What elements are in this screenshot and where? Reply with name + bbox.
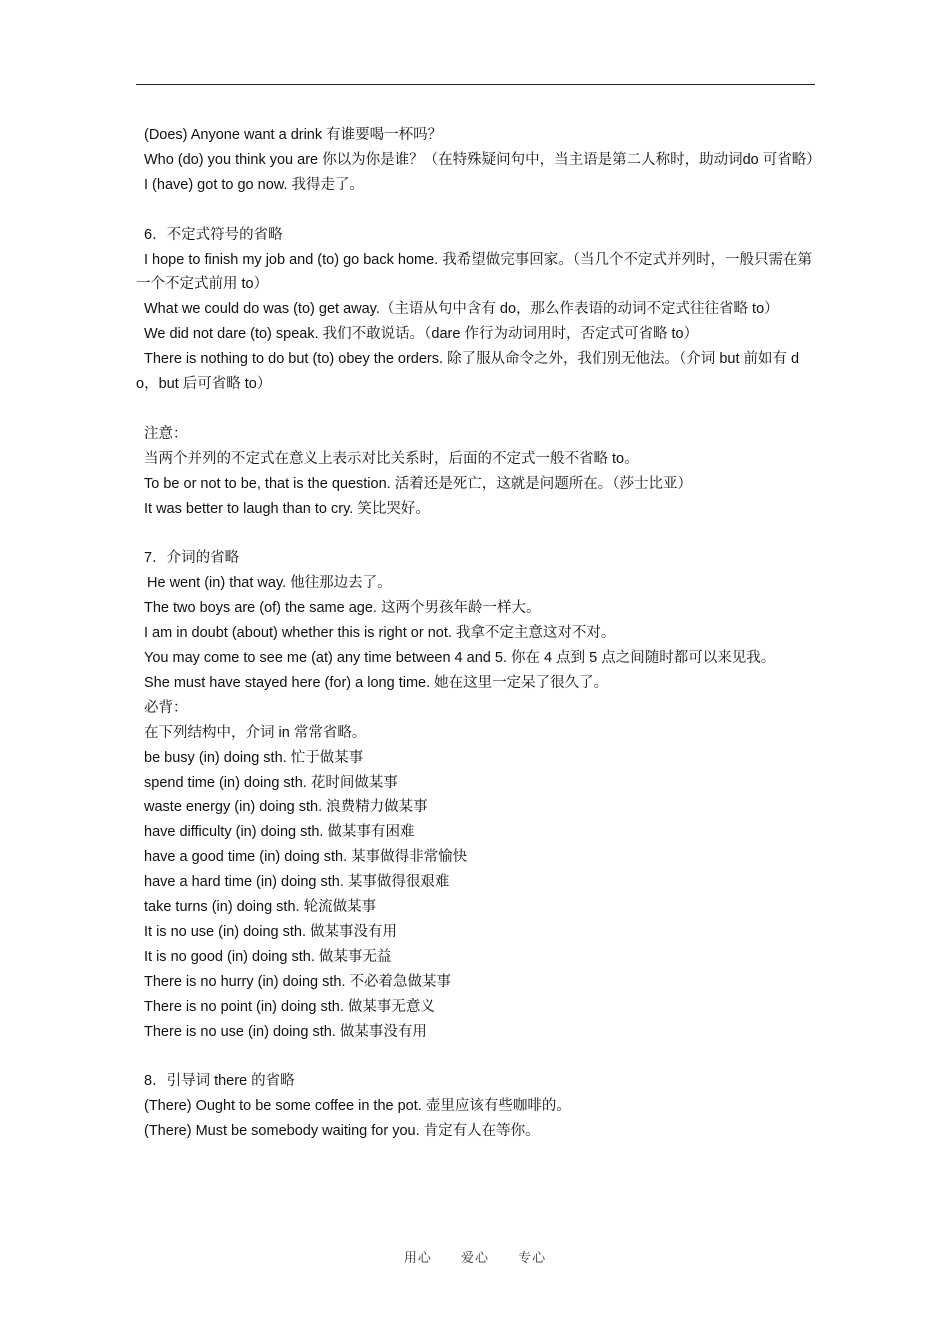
phrase-item: It is no good (in) doing sth. 做某事无益 [144,948,392,965]
phrase-item: There is no hurry (in) doing sth. 不必着急做某事 [144,973,452,990]
phrase-item: There is no point (in) doing sth. 做某事无意义 [144,998,435,1015]
blank-line [136,397,821,422]
header-rule [136,84,815,85]
text-line: He went (in) that way. 他往那边去了。 [147,575,392,592]
must-memorize-label: 必背： [144,699,188,716]
phrase-item: There is no use (in) doing sth. 做某事没有用 [144,1023,427,1040]
text-line: It was better to laugh than to cry. 笑比哭好。 [144,500,430,517]
phrase-item: have difficulty (in) doing sth. 做某事有困难 [144,824,415,841]
phrase-item: be busy (in) doing sth. 忙于做某事 [144,749,364,766]
text-line: I (have) got to go now. 我得走了。 [144,176,365,193]
text-line: We did not dare (to) speak. 我们不敢说话。（dare 作行为动词用时，否定式可省略 to） [144,326,699,343]
text-line: (There) Ought to be some coffee in the pot. 壶里应该有些咖啡的。 [144,1098,571,1115]
text-line: 当两个并列的不定式在意义上表示对比关系时，后面的不定式一般不省略 to。 [144,450,639,467]
text-line: 在下列结构中，介词 in 常常省略。 [144,724,367,741]
text-line: What we could do was (to) get away.（主语从句中含有 do，那么作表语的动词不定式往往省略 to） [144,301,779,318]
text-line: Who (do) you think you are 你以为你是谁？（在特殊疑问句中，当主语是第二人称时，助动词do 可省略） [144,151,821,168]
phrase-item: take turns (in) doing sth. 轮流做某事 [144,899,377,916]
text-line: She must have stayed here (for) a long time. 她在这里一定呆了很久了。 [144,674,609,691]
text-line: I am in doubt (about) whether this is right or not. 我拿不定主意这对不对。 [144,625,616,642]
text-line: (Does) Anyone want a drink 有谁要喝一杯吗？ [144,127,443,143]
blank-line [136,521,821,546]
phrase-item: spend time (in) doing sth. 花时间做某事 [144,774,398,791]
phrase-item: have a good time (in) doing sth. 某事做得非常愉快 [144,849,468,866]
footer-word: 用心 [403,1251,432,1266]
section-heading: 6．不定式符号的省略 [144,226,283,243]
phrase-item: waste energy (in) doing sth. 浪费精力做某事 [144,799,428,816]
section-heading: 7．介词的省略 [144,550,240,567]
text-line: (There) Must be somebody waiting for you. 肯定有人在等你。 [144,1123,540,1140]
note-label: 注意： [144,425,188,442]
footer-word: 爱心 [460,1251,489,1266]
text-line: There is nothing to do but (to) obey the orders. 除了服从命令之外，我们别无他法。（介词 but 前如有 do，but 后可省略 to） [136,351,800,393]
text-line: To be or not to be, that is the question. 活着还是死亡，这就是问题所在。（莎士比亚） [144,475,692,492]
page-footer [0,1247,950,1266]
text-line: The two boys are (of) the same age. 这两个男孩年龄一样大。 [144,600,541,617]
phrase-item: It is no use (in) doing sth. 做某事没有用 [144,923,398,940]
phrase-item: have a hard time (in) doing sth. 某事做得很艰难 [144,874,450,891]
text-line: You may come to see me (at) any time between 4 and 5. 你在 4 点到 5 点之间随时都可以来见我。 [144,649,776,666]
document-body [136,123,821,1144]
footer-word: 专心 [518,1251,547,1266]
section-heading: 8．引导词 there 的省略 [144,1073,295,1090]
blank-line [136,198,821,223]
text-line: I hope to finish my job and (to) go back home. 我希望做完事回家。（当几个不定式并列时，一般只需在第一个不定式前用 to） [136,251,812,293]
blank-line [136,1044,821,1069]
